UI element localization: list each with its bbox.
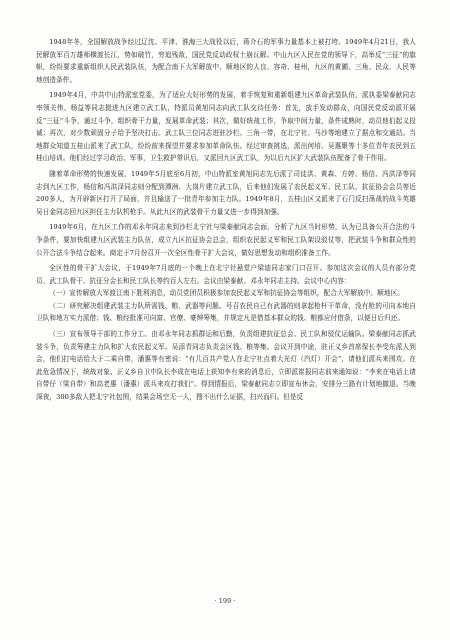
paragraph-8: （三）宣布领导干部的工作分工。由邓永年同志抓群运和后勤，负责组建抗征总会、民工队和驳仗运输队。梁泰献同志抓武装斗争，负责筹建主力队和扩大农民起义军。吴添青同志负责会区钱、粮等集。会议开到中途，驻正义乡首席保长李受东派人到会，他们打电话给大于二乘自带，潘惠等有密说：“有几百共产党人在北宁社点着大光灯（汽灯）开会”，请他们派兵来围攻。在此危急情况下，统战对象、正义乡自卫中队长李成在电话上获知李有来的消息后，立即派崔报同志前来通知说：“李来在电话上请自带仔（梁自带）和高老惠（潘惠）派兵来攻打我们”。得到情报后，梁泰献同志立即宣布休会，安排分三路有计划地撤退。当晚深夜，300多敌人把北宁社包围，结果会场空无一人，搜不出什么证据，扫兴而归。但是反 [36, 330, 416, 402]
document-body [36, 36, 416, 404]
paragraph-5: 全区性的骨干扩大会议，于1949年7月底的一个晚上在北宁社悬堂户梁迪同志家门口召开。参加这次会议的人员有部分党员、武工队骨干、抗征分会长和民工队长等约百人左右。会议由梁泰献、邓永年同志主持。会议中心内容： [36, 264, 416, 285]
paragraph-4: 1949年6月，在九区工作的邓永年同志来到沙栏北宁社与梁泰献同志会面，分析了九区当时形势，认为已具备公开合法的斗争条件，要加快组建九区武装主力队伍，成立九区抗征协会总会，组织农民起义军和民工队架设驳仗等，把武装斗争和群众性的公开合法斗争结合起来。商定于7月份召开一次全区性骨干扩大会议，做好思想发动和组织准备工作。 [36, 223, 416, 257]
paragraph-2: 1949年4月，中共中山特派室党委，为了适应大好形势的发展，着手恢复和重新组建九区革命武装队伍，派执委梁泰献同志率领关伟、杨益等同志挺进九区建立武工队，特派员黄旭同志向武工队交待任务：首先，放手发动群众，向国民党反动派开展反“三征”斗争，通过斗争，组织骨干力量，发展革命武装；其次，做好统战工作，争取中间力量，条件成熟时，动员他们起义投诚；再次，对少数顽固分子给予坚决打击。武工队三位同志进驻沙栏、三角一带，在北宁社、马沙等地建立了据点和交通站。当地群众知道五桂山派来了武工队，纷纷前来探望并要求参加革命队伍。经过审查挑选，派出何培、吴惠聚等十多位青年农民到五桂山培训。他们经过学习政治、军事，卫生救护常识后，又派回九区武工队，为以后九区扩大武装队伍配备了骨干作用。 [36, 91, 416, 163]
paragraph-6: （一）宣传解放大军渡江南下胜利消息，动员党团员积极参加农民起义军和抗征协会等组织，配合大军解放中、顺地区。 [49, 289, 404, 298]
page-number: · 199 · [214, 597, 236, 605]
paragraph-1: 1948年冬，全国解放战争经过辽沈、平津、淮海三大战役以后，蒋介石的军事力量基本上被打垮。1949年4月21日，我人民解放军百万雄师横渡长江，势如破竹，穷追残敌，国民党反动政权土崩瓦解。中山九区人民在党的领导下，高举反“三征”的旗帜，纷纷要求重新组织人民武装队伍，为配合南下大军解放中、顺地区的人良、容奇、桂州，九区的黄圃、三角、民众、人民等地创造条件。 [36, 38, 416, 84]
paragraph-3: 随着革命形势的快速发展，1949年5月底至6月初，中山特派室黄旭同志先后派了司徒洪、黄森、方婷、杨信、冯洪泽等同志到九区工作，杨信和冯洪泽同志则分配到潭洲、大岗片建立武工队，后来他们发展了农民起义军、民工队、抗征协会会员等近200多人，为开辟新区打开了局面，并且输送了一批青年参加主力队。1949年8月，五桂山区又派来了石门反扫荡战的战斗英雄吴日金同志回九区担任主力队机枪手。从此九区的武装骨干力量又进一步得到加强。 [36, 169, 416, 216]
paragraph-7: （二）研究解决组建武装主力队所需钱、粮、武器等问题。号召农民自己有武器的则拿起枪杆干革命，没有枪的可向本地自卫队和地方实力派借；钱、粮经批准可向富、官僚、豪绅筹集，并规定凡是借基本群众的钱、粮都应付借条，以便日后归还。 [36, 301, 416, 323]
